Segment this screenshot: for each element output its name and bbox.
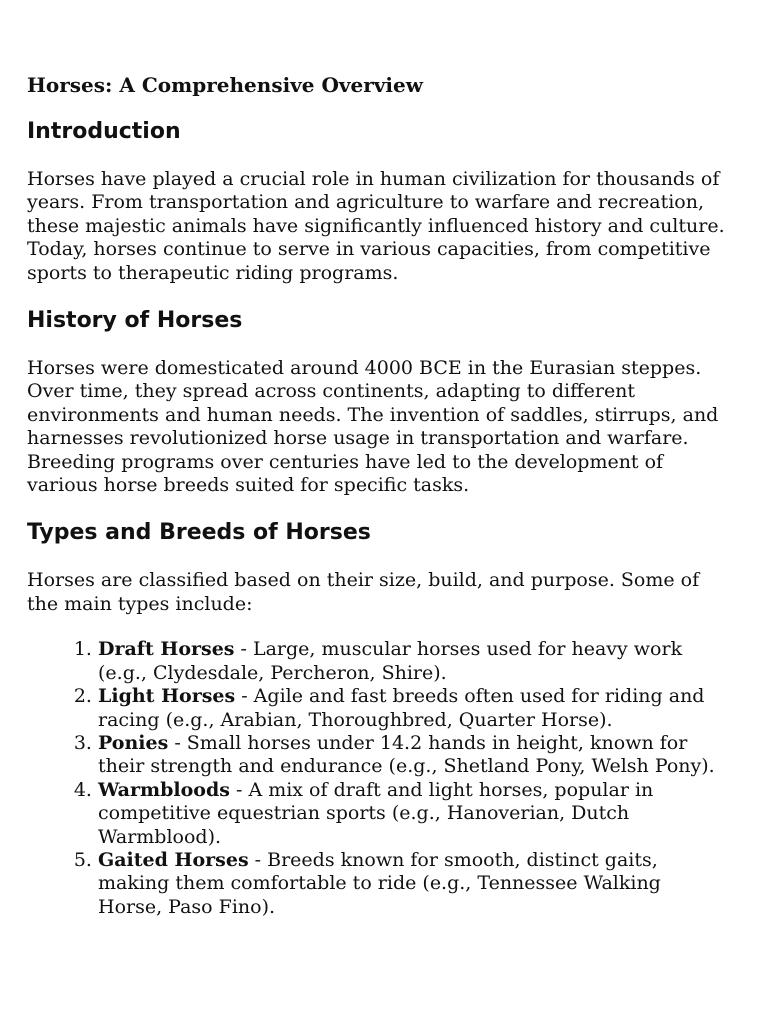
list-item (98, 779, 727, 849)
list-item-description: - A mix of draft and light horses, popular in competitive equestrian sports (e.g., Hanoverian, Dutch Warmblood). (98, 778, 654, 848)
section-introduction (27, 118, 727, 285)
document-page (27, 72, 727, 919)
list-item-description: - Agile and fast breeds often used for riding and racing (e.g., Arabian, Thoroughbred, Quarter Horse). (98, 685, 705, 731)
document-title: Horses: A Comprehensive Overview (27, 73, 423, 97)
section-history (27, 307, 727, 497)
list-item-description: - Small horses under 14.2 hands in height, known for their strength and endurance (e.g., Shetland Pony, Welsh Pony). (98, 731, 715, 778)
section-heading-history: History of Horses (27, 308, 243, 334)
list-item (98, 732, 727, 779)
introduction-paragraph: Horses have played a crucial role in human civilization for thousands of years. From transportation and agriculture to warfare and recreation, these majestic animals have significantly influenced history and culture. Today, horses continue to serve in various capacities, from competitive sports to therapeutic riding programs. (27, 168, 725, 284)
list-item-term: Ponies (98, 731, 169, 754)
list-item (98, 849, 727, 919)
history-paragraph: Horses were domesticated around 4000 BCE in the Eurasian steppes. Over time, they spread across continents, adapting to different environments and human needs. The invention of saddles, stirrups, and harnesses revolutionized horse usage in transportation and warfare. Breeding programs over centuries have led to the development of various horse breeds suited for specific tasks. (27, 357, 719, 497)
list-item-term: Warmbloods (98, 778, 230, 801)
section-heading-introduction: Introduction (27, 119, 181, 144)
list-item-term: Draft Horses (98, 638, 235, 661)
list-item-term: Light Horses (98, 685, 236, 708)
list-item-description: - Large, muscular horses used for heavy work (e.g., Clydesdale, Percheron, Shire). (98, 638, 683, 684)
list-item-description: - Breeds known for smooth, distinct gaits, making them comfortable to ride (e.g., Tennessee Walking Horse, Paso Fino). (98, 848, 661, 918)
list-item (98, 638, 727, 685)
section-heading-types: Types and Breeds of Horses (27, 520, 371, 546)
types-paragraph: Horses are classified based on their size, build, and purpose. Some of the main types include: (27, 569, 700, 615)
list-item (98, 685, 727, 732)
section-types (27, 519, 727, 919)
types-list (27, 638, 727, 919)
list-item-term: Gaited Horses (98, 848, 249, 871)
